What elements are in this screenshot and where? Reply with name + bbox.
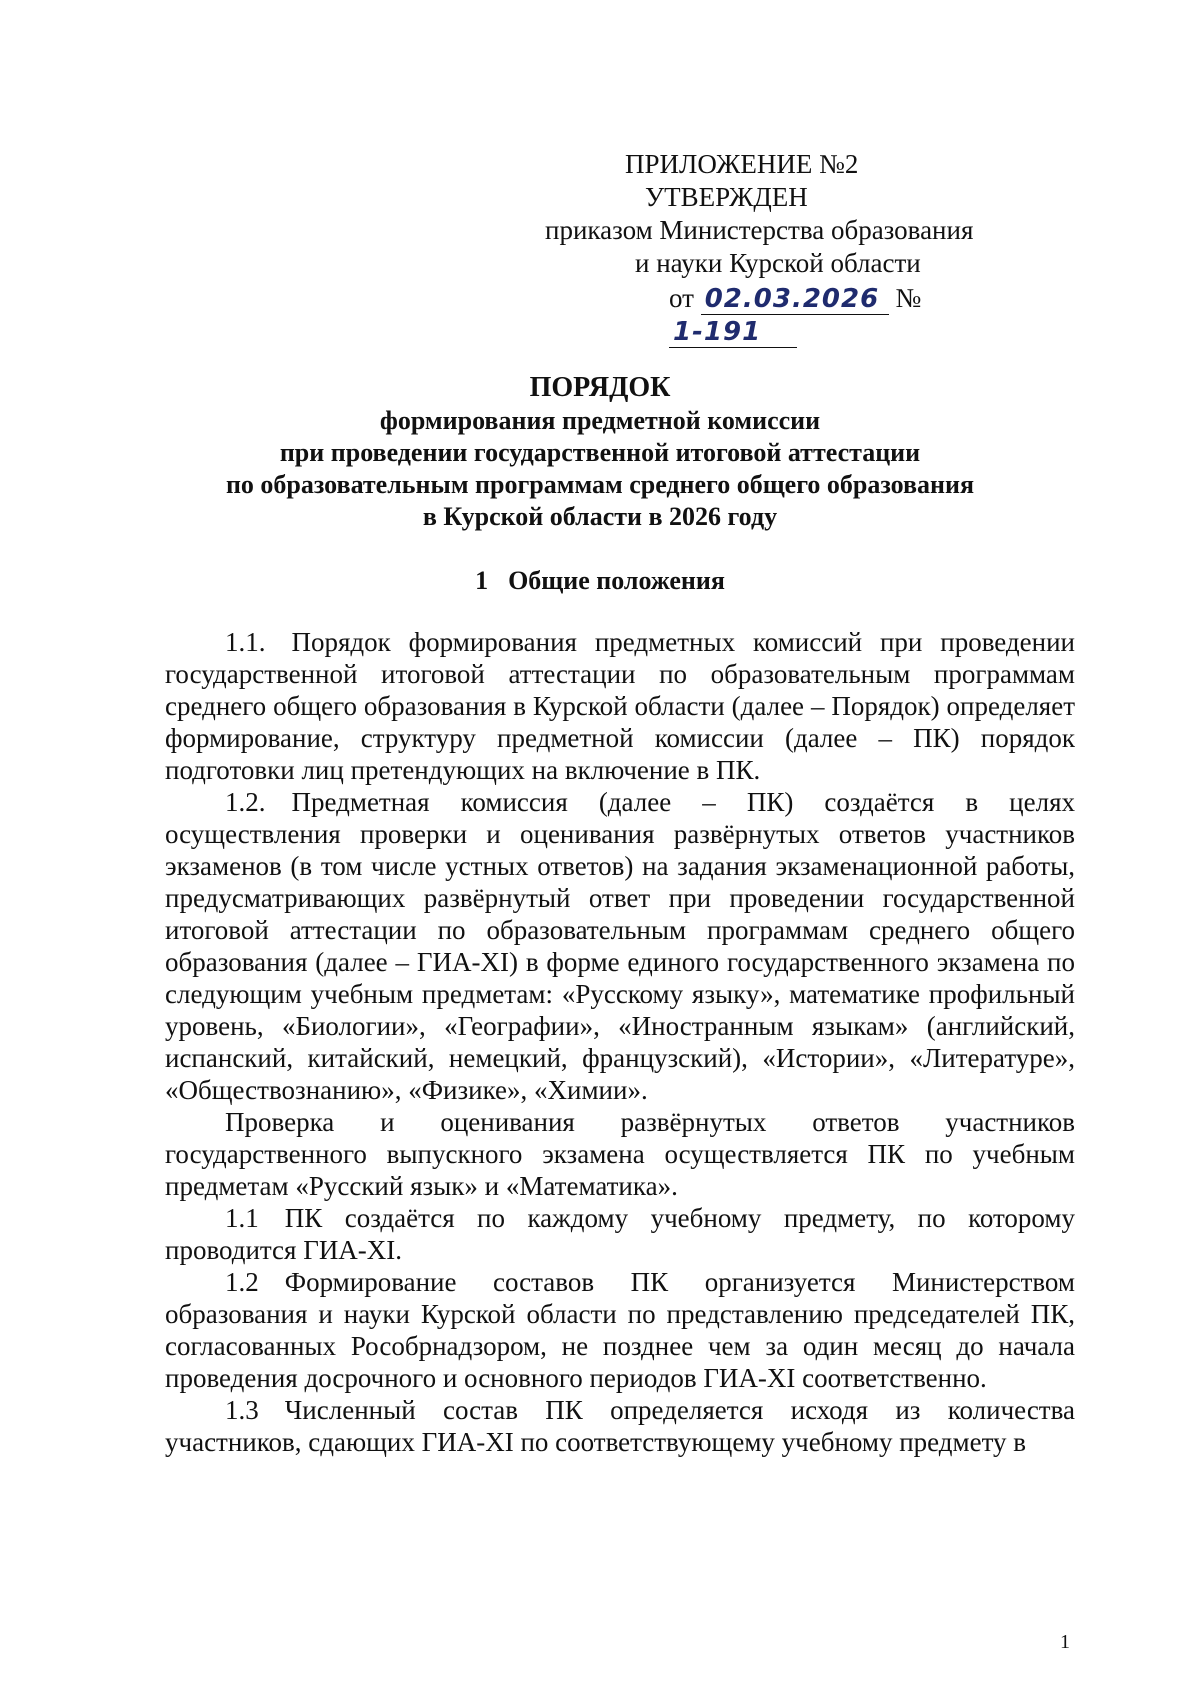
title-line-1: формирования предметной комиссии: [379, 406, 821, 435]
paragraph: [165, 1202, 1075, 1266]
date-prefix: от: [669, 283, 694, 313]
paragraph: [165, 786, 1075, 1106]
paragraph: [165, 1266, 1075, 1394]
number-label: №: [895, 283, 922, 313]
paragraph-number: 1.2: [225, 1267, 259, 1297]
section-heading: [160, 566, 1040, 596]
document-title: [160, 372, 1040, 533]
section-title: Общие положения: [508, 566, 725, 595]
appendix-label: ПРИЛОЖЕНИЕ №2: [625, 149, 859, 179]
paragraph: [165, 1394, 1075, 1458]
paragraph-number: 1.3: [225, 1395, 259, 1425]
approval-block: [545, 148, 1015, 348]
paragraph-text: Формирование составов ПК организуется Министерством образования и науки Курской области по представлению председателей ПК, согласованных Рособрнадзором, не позднее чем за один месяц до начала проведения досрочного и основного периодов ГИА-XI соответственно.: [165, 1267, 1075, 1393]
title-line-3: по образовательным программам среднего общего образования: [225, 470, 975, 499]
paragraph-text: Порядок формирования предметных комиссий при проведении государственной итоговой аттестации по образовательным программам среднего общего образования в Курской области (далее – Порядок) определяет формирование, структуру предметной комиссии (далее – ПК) порядок подготовки лиц претендующих на включение в ПК.: [165, 627, 1075, 785]
order-date-number: [545, 282, 1015, 348]
order-line-1: приказом Министерства образования: [545, 215, 974, 245]
paragraph: [165, 626, 1075, 786]
paragraph-number: 1.1.: [225, 627, 266, 657]
page-number: 1: [1060, 1631, 1070, 1653]
paragraph-number: 1.1: [225, 1203, 259, 1233]
handwritten-number: 1-191: [669, 317, 797, 348]
title-main: ПОРЯДОК: [529, 372, 671, 403]
document-body: [165, 626, 1075, 1458]
section-number: 1: [475, 566, 489, 595]
paragraph-number: 1.2.: [225, 787, 266, 817]
paragraph-text: ПК создаётся по каждому учебному предмету, по которому проводится ГИА-XI.: [165, 1203, 1075, 1265]
paragraph-text: Предметная комиссия (далее – ПК) создаётся в целях осуществления проверки и оценивания развёрнутых ответов участников экзаменов (в том числе устных ответов) на задания экзаменационной работы, предусматривающих развёрнутый ответ при проведении государственной итоговой аттестации по образовательным программам среднего общего образования (далее – ГИА-XI) в форме единого государственного экзамена по следующим учебным предметам: «Русскому языку», математике профильный уровень, «Биологии», «Географии», «Иностранным языкам» (английский, испанский, китайский, немецкий, французский), «Истории», «Литературе», «Обществознанию», «Физике», «Химии».: [165, 787, 1075, 1105]
paragraph: [165, 1106, 1075, 1202]
title-line-4: в Курской области в 2026 году: [422, 502, 778, 531]
handwritten-date: 02.03.2026: [701, 284, 889, 315]
paragraph-text: Проверка и оценивания развёрнутых ответов участников государственного выпускного экзамена осуществляется ПК по учебным предметам «Русский язык» и «Математика».: [165, 1107, 1075, 1201]
title-line-2: при проведении государственной итоговой аттестации: [279, 438, 921, 467]
approved-label: УТВЕРЖДЕН: [645, 182, 808, 212]
paragraph-text: Численный состав ПК определяется исходя из количества участников, сдающих ГИА-XI по соответствующему учебному предмету в: [165, 1395, 1075, 1457]
order-line-2: и науки Курской области: [635, 248, 921, 278]
